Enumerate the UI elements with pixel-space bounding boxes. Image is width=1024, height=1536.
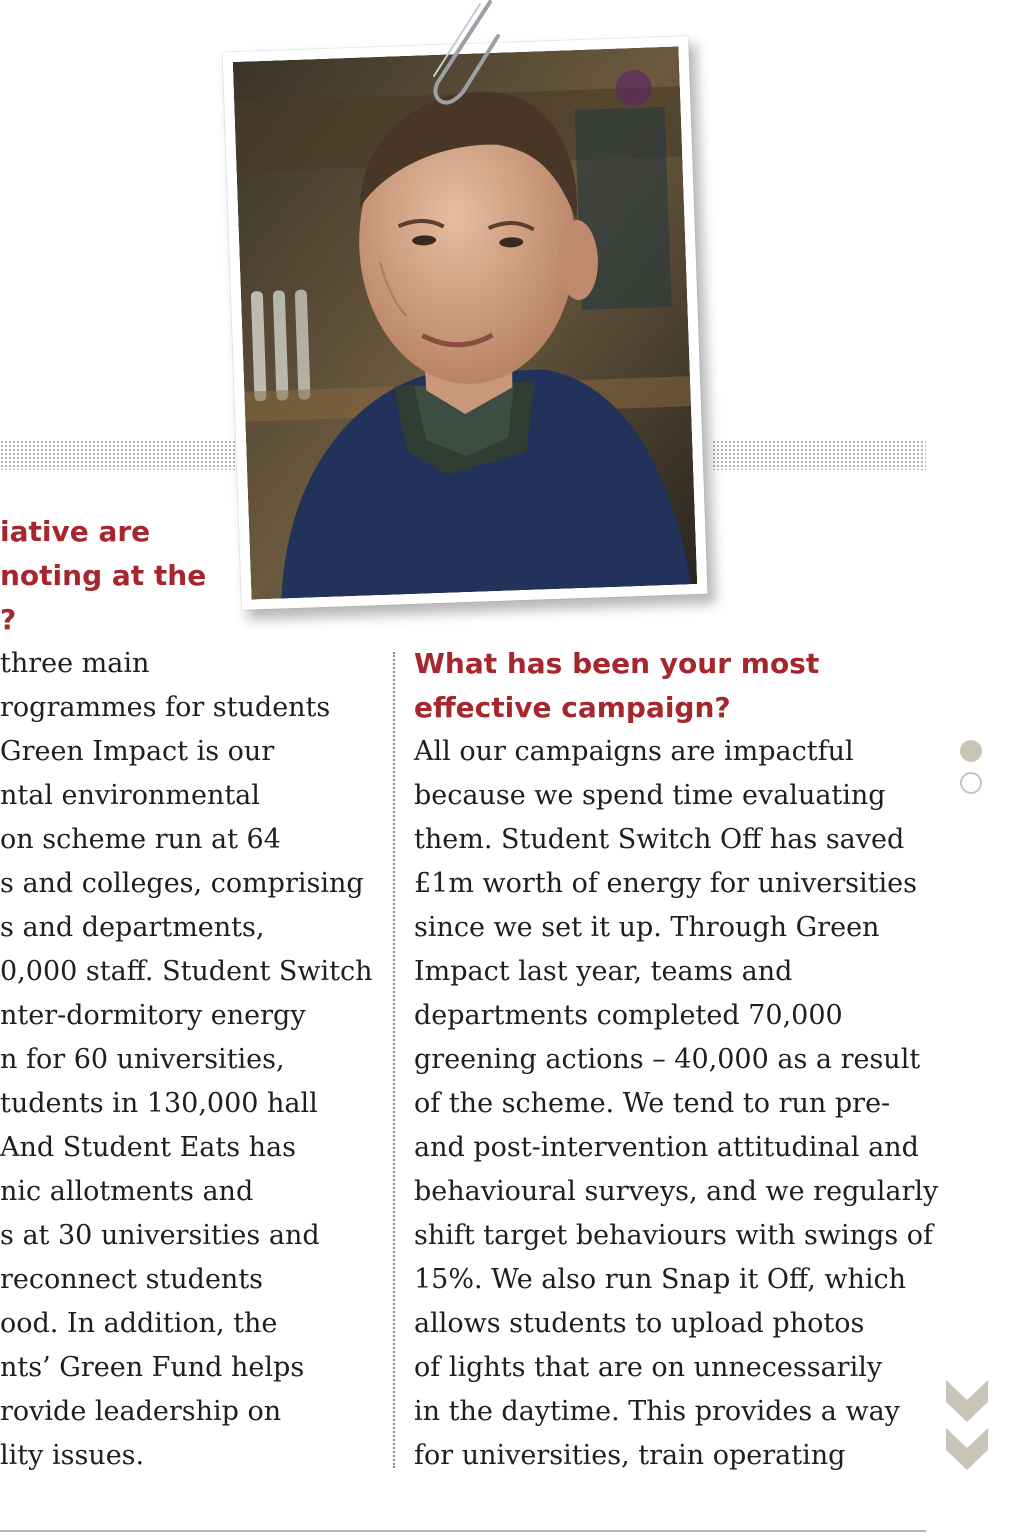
- right-answer-body: [414, 730, 939, 1478]
- portrait-photo: [222, 36, 707, 610]
- right-heading-line: What has been your most: [414, 647, 820, 680]
- chevron-down-double-icon[interactable]: [944, 1378, 990, 1474]
- right-body-line: £1m worth of energy for universities: [414, 868, 917, 899]
- right-body-line: behavioural surveys, and we regularly: [414, 1176, 939, 1207]
- right-heading-line: effective campaign?: [414, 691, 731, 724]
- right-body-line: because we spend time evaluating: [414, 780, 886, 811]
- portrait-image: [233, 46, 698, 599]
- column-divider: [393, 652, 395, 1468]
- left-body-line: s and colleges, comprising: [0, 868, 364, 899]
- left-body-line: ntal environmental: [0, 780, 260, 811]
- page-dot-inactive[interactable]: [960, 772, 982, 794]
- right-body-line: of lights that are on unnecessarily: [414, 1352, 883, 1383]
- left-body-line: 0,000 staff. Student Switch: [0, 956, 373, 987]
- dotted-band-left: [0, 440, 236, 470]
- right-body-line: 15%. We also run Snap it Off, which: [414, 1264, 907, 1295]
- page-indicator[interactable]: [960, 740, 988, 800]
- right-body-line: allows students to upload photos: [414, 1308, 865, 1339]
- right-body-line: since we set it up. Through Green: [414, 912, 880, 943]
- left-heading-line: noting at the: [0, 559, 207, 592]
- dotted-band-right: [712, 440, 926, 470]
- paperclip-icon: [412, 0, 502, 112]
- left-body-line: three main: [0, 648, 150, 679]
- right-body-line: of the scheme. We tend to run pre-: [414, 1088, 891, 1119]
- right-body-line: Impact last year, teams and: [414, 956, 793, 987]
- right-body-line: greening actions – 40,000 as a result: [414, 1044, 921, 1075]
- left-body-line: nter-dormitory energy: [0, 1000, 306, 1031]
- left-body-line: And Student Eats has: [0, 1132, 297, 1163]
- left-body-line: ood. In addition, the: [0, 1308, 278, 1339]
- left-question-heading: [0, 510, 240, 642]
- left-body-line: s and departments,: [0, 912, 265, 943]
- bottom-rule: [0, 1530, 926, 1532]
- right-body-line: All our campaigns are impactful: [414, 736, 854, 767]
- right-question-heading: [414, 642, 914, 730]
- left-body-line: tudents in 130,000 hall: [0, 1088, 318, 1119]
- left-body-line: on scheme run at 64: [0, 824, 281, 855]
- right-body-line: them. Student Switch Off has saved: [414, 824, 905, 855]
- right-body-line: departments completed 70,000: [414, 1000, 843, 1031]
- left-body-line: reconnect students: [0, 1264, 264, 1295]
- left-body-line: rogrammes for students: [0, 692, 331, 723]
- left-body-line: lity issues.: [0, 1440, 145, 1471]
- right-body-line: for universities, train operating: [414, 1440, 846, 1471]
- left-body-line: nts’ Green Fund helps: [0, 1352, 305, 1383]
- left-body-line: rovide leadership on: [0, 1396, 282, 1427]
- left-answer-body: [0, 642, 380, 1478]
- left-body-line: n for 60 universities,: [0, 1044, 285, 1075]
- left-body-line: nic allotments and: [0, 1176, 254, 1207]
- left-heading-line: iative are: [0, 515, 151, 548]
- left-body-line: s at 30 universities and: [0, 1220, 320, 1251]
- left-heading-line: ?: [0, 603, 17, 636]
- left-body-line: Green Impact is our: [0, 736, 275, 767]
- right-body-line: and post-intervention attitudinal and: [414, 1132, 919, 1163]
- right-body-line: shift target behaviours with swings of: [414, 1220, 934, 1251]
- page-dot-active[interactable]: [960, 740, 982, 762]
- right-body-line: in the daytime. This provides a way: [414, 1396, 900, 1427]
